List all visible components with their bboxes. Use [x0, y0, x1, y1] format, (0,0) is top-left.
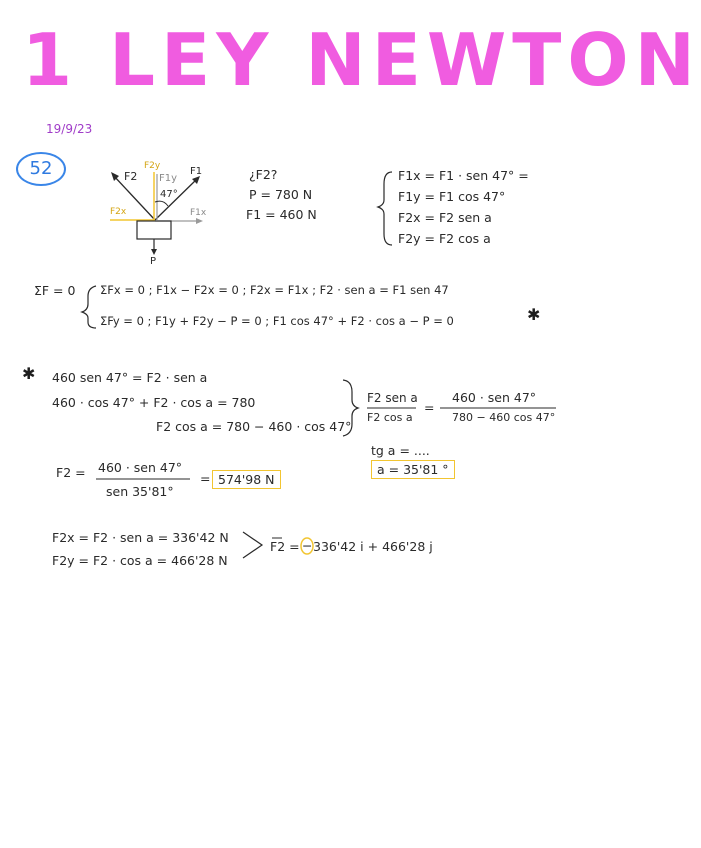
label-f1: F1 [190, 166, 203, 177]
f2calc-label: F2 = [56, 465, 86, 480]
final-vector-label: F2 = [270, 539, 300, 554]
final-brace [243, 532, 262, 558]
final-f2y: F2y = F2 · cos a = 466'28 N [52, 553, 228, 568]
label-p: P [150, 256, 157, 267]
date: 19/9/23 [46, 122, 93, 136]
given-p: P = 780 N [249, 187, 313, 202]
label-angle: 47° [160, 189, 178, 200]
given-question: ¿F2? [249, 167, 278, 182]
weight-arrowhead [151, 249, 157, 255]
ratio-num-left: F2 sen a [367, 391, 418, 405]
final-f2x: F2x = F2 · sen a = 336'42 N [52, 530, 229, 545]
label-f2x: F2x [110, 207, 127, 217]
f2calc-num: 460 · sen 47° [98, 460, 183, 475]
component-f2y: F2y = F2 cos a [398, 231, 491, 246]
asterisk-mark: ✱ [527, 305, 541, 324]
ratio-eq: = [424, 400, 435, 415]
component-f1y: F1y = F1 cos 47° [398, 189, 506, 204]
label-f2: F2 [124, 170, 138, 183]
final-vector-rest: 336'42 i + 466'28 j [313, 539, 433, 554]
asterisk-ref: ✱ [22, 364, 36, 383]
ratio-den-left: F2 cos a [367, 411, 413, 424]
sum-label: ΣF = 0 [34, 283, 76, 298]
component-f2x: F2x = F2 sen a [398, 210, 492, 225]
page-title: 1 LEY NEWTON [22, 18, 701, 102]
label-f2y: F2y [144, 161, 161, 171]
ratio-den-right: 780 − 460 cos 47° [452, 411, 556, 424]
given-f1: F1 = 460 N [246, 207, 317, 222]
system-eq3: F2 cos a = 780 − 460 · cos 47° [156, 419, 352, 434]
component-f1x: F1x = F1 · sen 47° = [398, 168, 529, 183]
label-f1x: F1x [190, 208, 207, 218]
system-eq2: 460 · cos 47° + F2 · cos a = 780 [52, 395, 256, 410]
alpha-result: a = 35'81 ° [371, 460, 455, 479]
body-box [137, 221, 171, 239]
label-f1y: F1y [159, 173, 178, 184]
components-brace [378, 172, 392, 245]
sum-y: ΣFy = 0 ; F1y + F2y − P = 0 ; F1 cos 47° + F2 · cos a − P = 0 [100, 314, 454, 328]
problem-number: 52 [16, 152, 66, 186]
f2calc-eq: = [200, 471, 211, 486]
tg-line: tg a = .... [371, 443, 430, 458]
f1x-arrowhead [196, 218, 203, 224]
final-vector-sign: − [302, 538, 313, 553]
sum-x: ΣFx = 0 ; F1x − F2x = 0 ; F2x = F1x ; F2 · sen a = F1 sen 47 [100, 283, 449, 297]
ratio-num-right: 460 · sen 47° [452, 390, 537, 405]
system-eq1: 460 sen 47° = F2 · sen a [52, 370, 208, 385]
sum-brace [82, 286, 96, 328]
f2calc-result: 574'98 N [212, 470, 281, 489]
f2calc-den: sen 35'81° [106, 484, 174, 499]
